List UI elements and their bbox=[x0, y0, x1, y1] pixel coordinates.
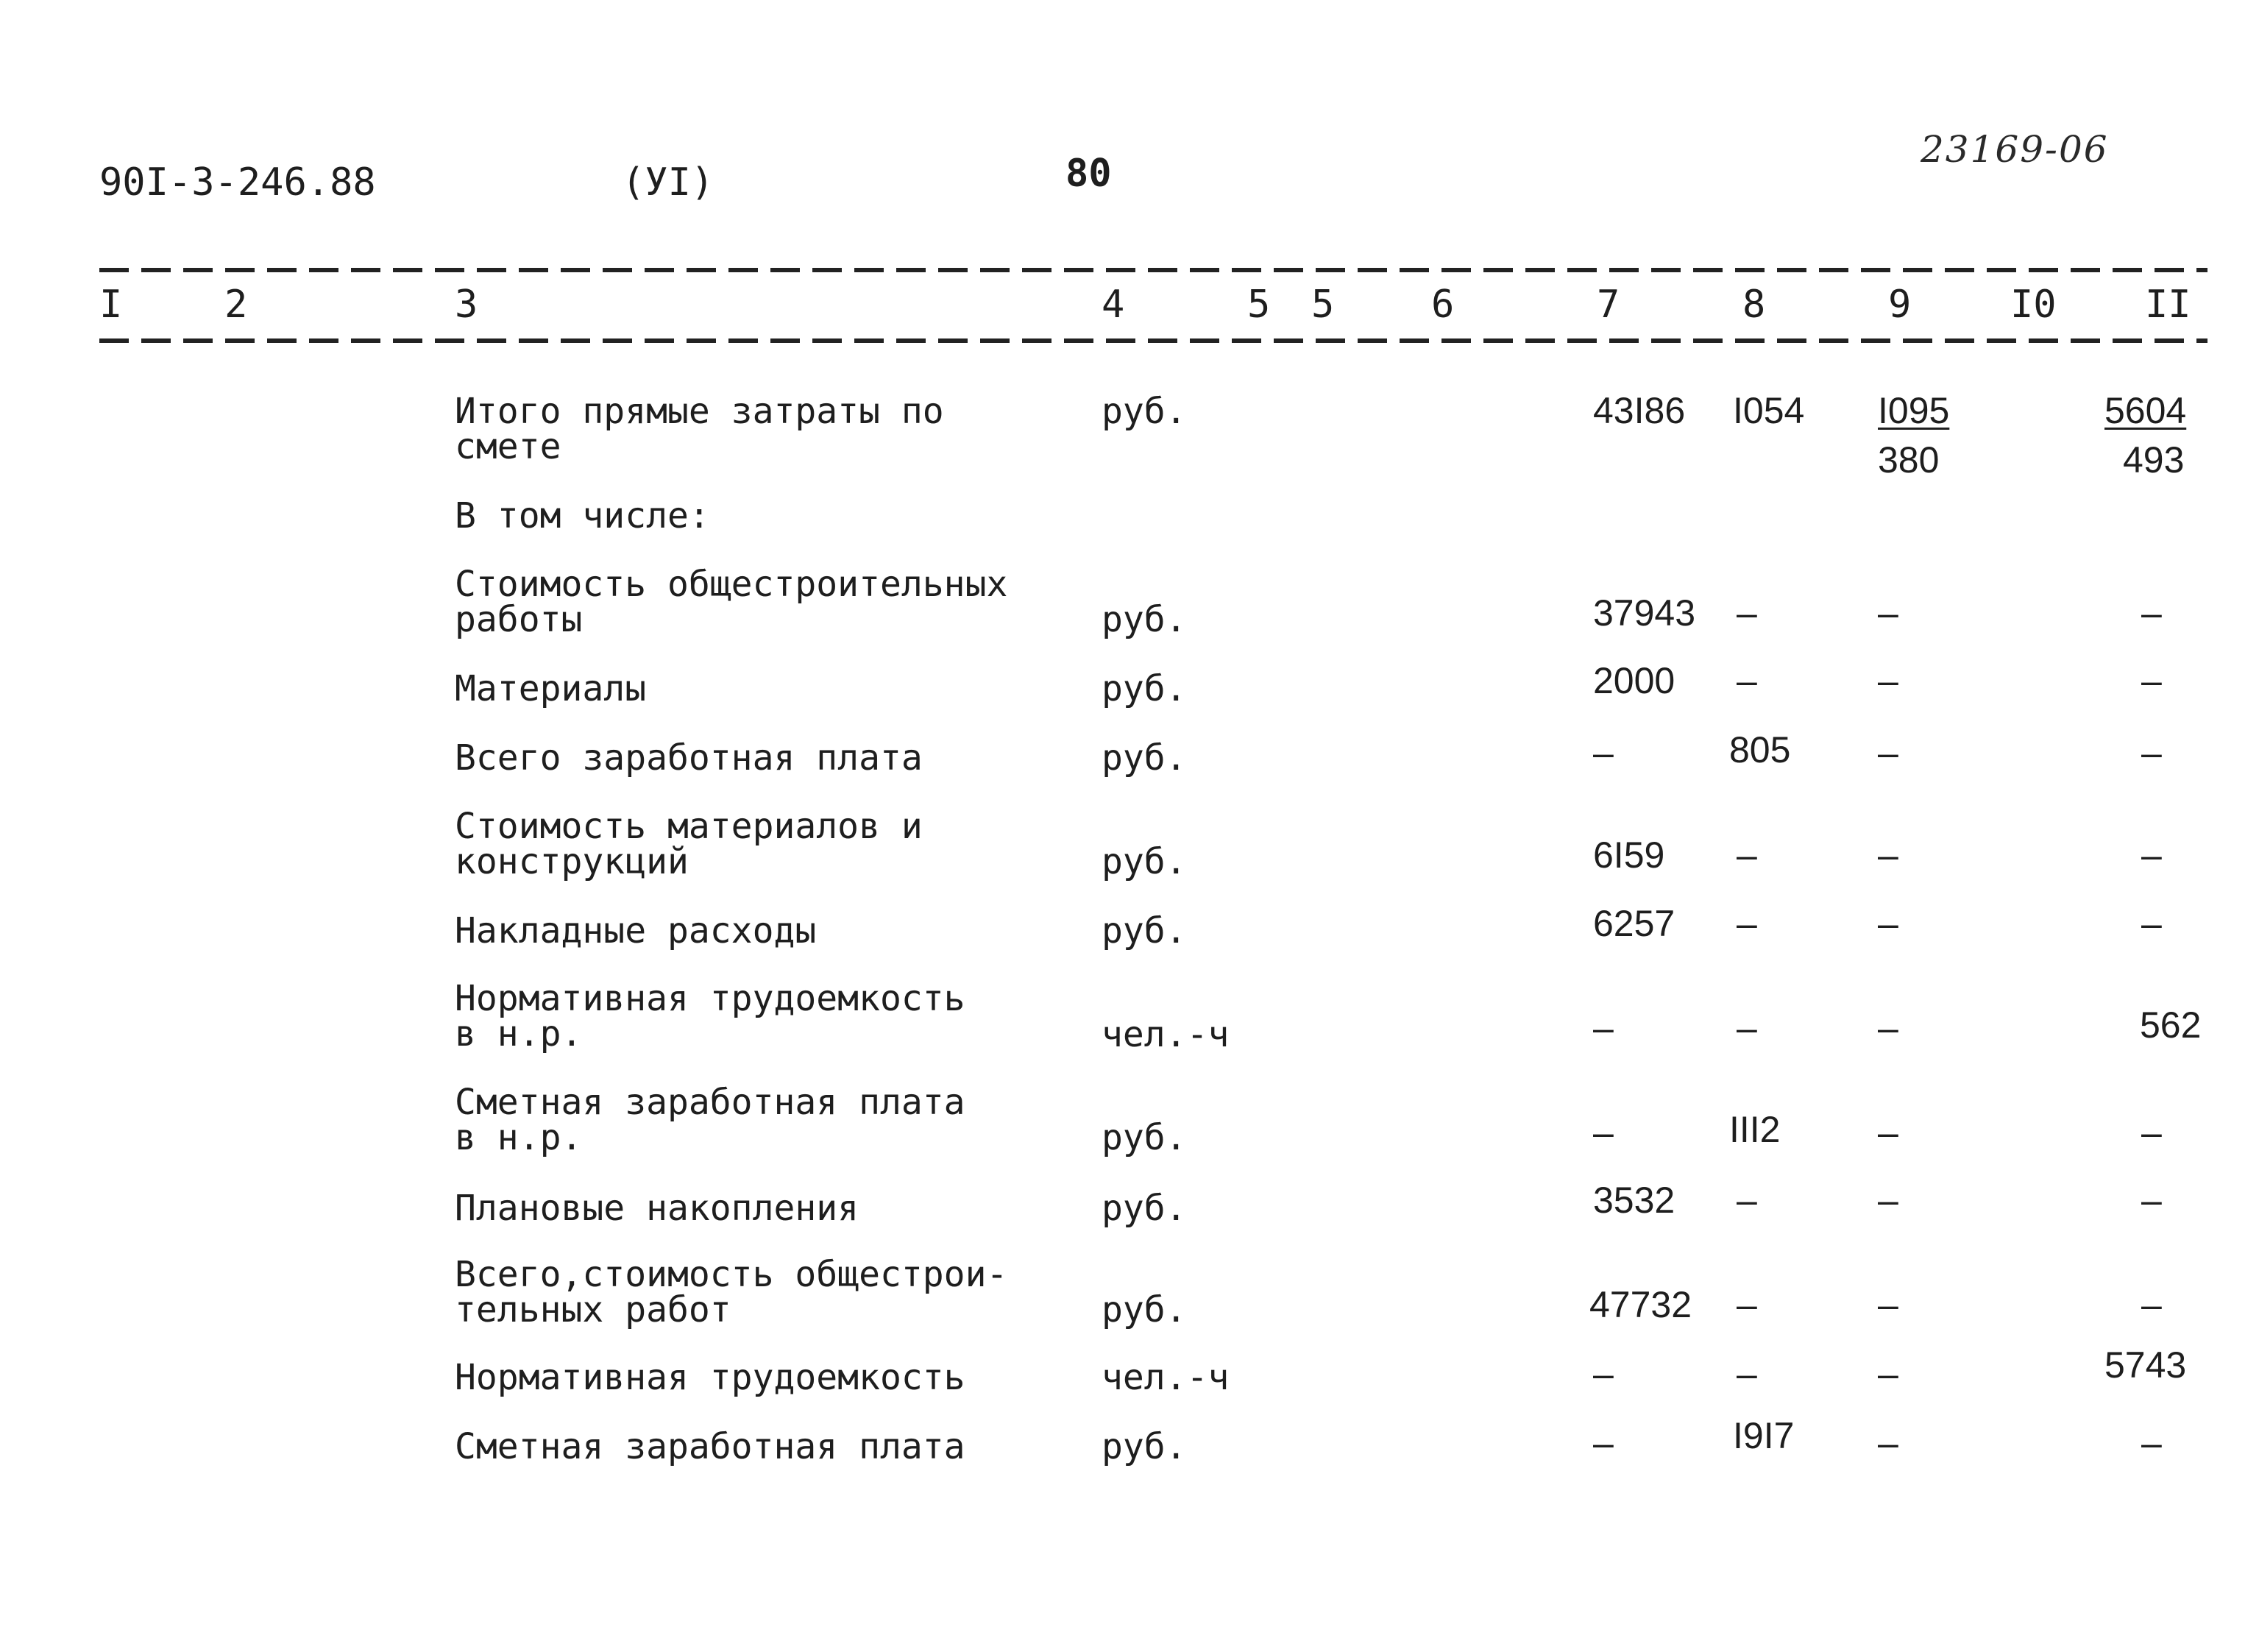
cell-col9: – bbox=[1878, 732, 1898, 773]
column-number-9: 9 bbox=[1888, 283, 1912, 327]
cell-col9: – bbox=[1878, 1112, 1898, 1153]
cell-col11: – bbox=[2141, 1284, 2162, 1325]
handwritten-number: 23169-06 bbox=[1921, 128, 2109, 171]
row-unit: руб. bbox=[1102, 1426, 1187, 1467]
column-number-2: 2 bbox=[224, 283, 248, 327]
column-number-5: 5 bbox=[1247, 283, 1271, 327]
cell-col7: 37943 bbox=[1593, 592, 1696, 634]
cell-col9: – bbox=[1878, 1422, 1898, 1464]
row-label: Нормативная трудоемкость bbox=[455, 1357, 965, 1398]
column-number-4: 4 bbox=[1102, 283, 1125, 327]
cell-col8: – bbox=[1737, 1284, 1757, 1325]
cell-col11: – bbox=[2141, 1422, 2162, 1464]
cell-col8: – bbox=[1737, 1180, 1757, 1221]
cell-col9: – bbox=[1878, 1007, 1898, 1049]
header-top-dashed-rule bbox=[99, 268, 2207, 272]
cell-col8: 805 bbox=[1729, 729, 1791, 770]
row-label: Сметная заработная плата bbox=[455, 1426, 965, 1467]
column-number-7: 7 bbox=[1597, 283, 1620, 327]
cell-col8: III2 bbox=[1729, 1109, 1781, 1150]
cell-col9: I095 bbox=[1878, 390, 1950, 431]
cell-col9: – bbox=[1878, 660, 1898, 701]
column-number-1: I bbox=[99, 283, 123, 327]
row-label: Сметная заработная плата в н.р. bbox=[455, 1082, 965, 1158]
cell-col9: – bbox=[1878, 834, 1898, 876]
row-unit: руб. bbox=[1102, 668, 1187, 709]
row-unit: чел.-ч bbox=[1102, 1014, 1230, 1055]
row-label-subheading: В том числе: bbox=[455, 495, 710, 536]
row-label: Всего заработная плата bbox=[455, 737, 923, 779]
row-label: Стоимость материалов и конструкций bbox=[455, 806, 923, 882]
row-unit: руб. bbox=[1102, 841, 1187, 882]
row-label: Всего,стоимость общестрои- тельных работ bbox=[455, 1254, 1008, 1330]
cell-col11: 562 bbox=[2140, 1004, 2202, 1046]
cell-col11: – bbox=[2141, 660, 2162, 701]
row-label: Плановые накопления bbox=[455, 1188, 859, 1229]
cell-col8: – bbox=[1737, 1353, 1757, 1394]
cell-col8: I9I7 bbox=[1733, 1415, 1795, 1456]
cell-col9: – bbox=[1878, 592, 1898, 634]
row-label: Накладные расходы bbox=[455, 910, 817, 951]
cell-col8: – bbox=[1737, 1007, 1757, 1049]
cell-col11: – bbox=[2141, 1112, 2162, 1153]
row-unit: руб. bbox=[1102, 1117, 1187, 1158]
cell-col7: – bbox=[1593, 1353, 1614, 1394]
cell-col8: – bbox=[1737, 834, 1757, 876]
row-label: Стоимость общестроительных работы bbox=[455, 564, 1008, 640]
cell-col7: – bbox=[1593, 1112, 1614, 1153]
cell-col8: I054 bbox=[1733, 390, 1805, 431]
cell-col9: – bbox=[1878, 903, 1898, 944]
row-label: Итого прямые затраты по смете bbox=[455, 391, 944, 467]
column-number-6: 6 bbox=[1431, 283, 1455, 327]
header-bottom-dashed-rule bbox=[99, 338, 2207, 343]
page-number: 80 bbox=[1065, 152, 1112, 196]
column-number-5b: 5 bbox=[1311, 283, 1335, 327]
cell-col8: – bbox=[1737, 592, 1757, 634]
cell-col7: 47732 bbox=[1589, 1284, 1692, 1325]
row-label: Нормативная трудоемкость в н.р. bbox=[455, 978, 965, 1054]
column-number-11: II bbox=[2145, 283, 2191, 327]
cell-col7: 6257 bbox=[1593, 903, 1675, 944]
cell-col7: 6I59 bbox=[1593, 834, 1665, 876]
document-code: 90I-3-246.88 bbox=[99, 160, 376, 205]
cell-col11-sub: 493 bbox=[2123, 439, 2185, 481]
row-unit: чел.-ч bbox=[1102, 1357, 1230, 1398]
cell-col7: – bbox=[1593, 1422, 1614, 1464]
cell-col8: – bbox=[1737, 660, 1757, 701]
cell-col11: 5604 bbox=[2104, 390, 2187, 431]
row-unit: руб. bbox=[1102, 391, 1187, 432]
cell-col9: – bbox=[1878, 1353, 1898, 1394]
cell-col9: – bbox=[1878, 1180, 1898, 1221]
cell-col11: – bbox=[2141, 903, 2162, 944]
cell-col11: – bbox=[2141, 732, 2162, 773]
cell-col7: 3532 bbox=[1593, 1180, 1675, 1221]
cell-col7: 2000 bbox=[1593, 660, 1675, 701]
cell-col9: – bbox=[1878, 1284, 1898, 1325]
cell-col9-sub: 380 bbox=[1878, 439, 1940, 481]
row-unit: руб. bbox=[1102, 1188, 1187, 1229]
column-number-8: 8 bbox=[1742, 283, 1766, 327]
cell-col11: – bbox=[2141, 1180, 2162, 1221]
row-unit: руб. bbox=[1102, 737, 1187, 779]
cell-col8: – bbox=[1737, 903, 1757, 944]
cell-col7: – bbox=[1593, 1007, 1614, 1049]
cell-col7: – bbox=[1593, 732, 1614, 773]
column-number-3: 3 bbox=[455, 283, 478, 327]
row-unit: руб. bbox=[1102, 910, 1187, 951]
cell-col11: – bbox=[2141, 834, 2162, 876]
row-label: Материалы bbox=[455, 668, 647, 709]
cell-col7: 43I86 bbox=[1593, 390, 1686, 431]
section-label: (УI) bbox=[622, 160, 714, 205]
cell-col11: – bbox=[2141, 592, 2162, 634]
row-unit: руб. bbox=[1102, 1289, 1187, 1330]
cell-col11: 5743 bbox=[2104, 1344, 2187, 1386]
row-unit: руб. bbox=[1102, 599, 1187, 640]
column-number-10: I0 bbox=[2010, 283, 2057, 327]
